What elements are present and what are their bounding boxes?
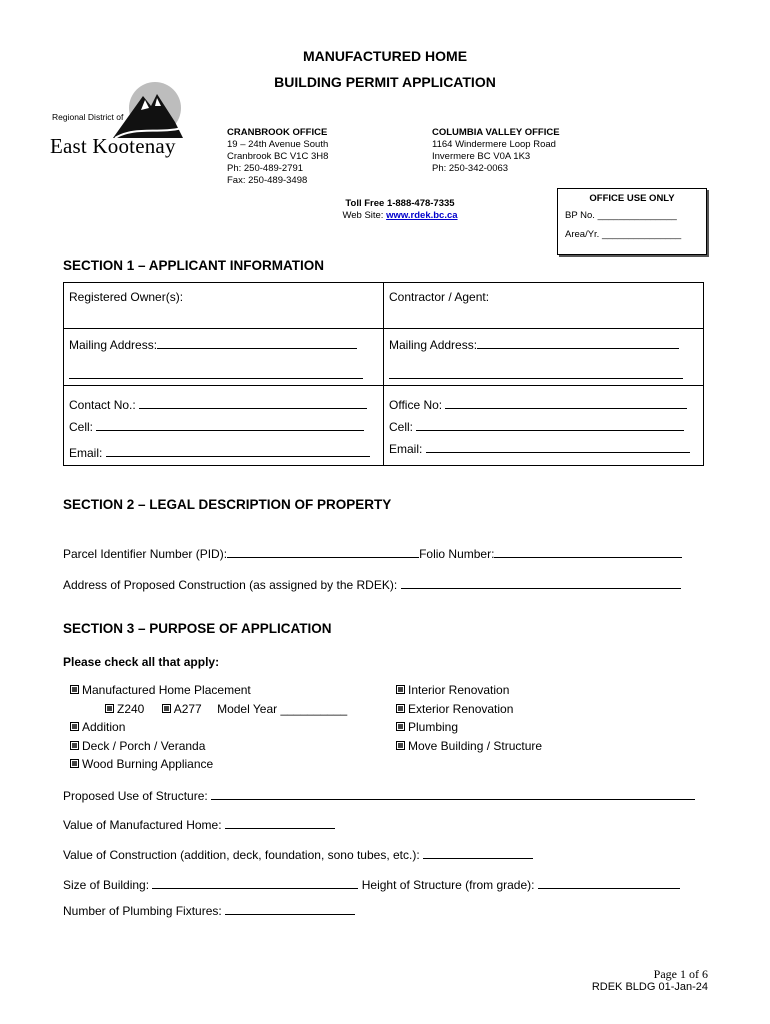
cranbrook-phone: Ph: 250-489-2791 — [227, 163, 304, 174]
folio-label: Folio Number: — [419, 547, 495, 561]
wood-appliance-checkbox[interactable] — [70, 759, 79, 768]
mountain-logo-icon — [105, 82, 185, 140]
section3-title: SECTION 3 – PURPOSE OF APPLICATION — [63, 621, 332, 636]
folio-field[interactable] — [494, 546, 682, 558]
mailing-address-left-line2[interactable] — [69, 367, 363, 379]
size-label: Size of Building: — [63, 878, 150, 892]
cell-right-label: Cell: — [389, 420, 414, 434]
mailing-address-right-line2[interactable] — [389, 367, 683, 379]
form-code: RDEK BLDG 01-Jan-24 — [591, 981, 708, 993]
columbia-office — [432, 127, 560, 175]
form-subtitle: BUILDING PERMIT APPLICATION — [274, 74, 496, 90]
proposed-use-label: Proposed Use of Structure: — [63, 789, 208, 803]
cranbrook-office — [227, 127, 328, 187]
footer — [592, 968, 708, 994]
height-field[interactable] — [538, 877, 680, 889]
rdek-logo — [50, 82, 185, 162]
section1-title: SECTION 1 – APPLICANT INFORMATION — [63, 258, 325, 273]
contact-no-label: Contact No.: — [69, 398, 136, 412]
mailing-address-right-field[interactable] — [477, 337, 679, 349]
pid-label: Parcel Identifier Number (PID): — [63, 547, 228, 561]
move-building-checkbox[interactable] — [396, 741, 405, 750]
website-label: Web Site: — [342, 210, 387, 221]
proposed-use-row — [63, 788, 695, 803]
z240-label: Z240 — [117, 701, 145, 716]
email-right-field[interactable] — [426, 441, 690, 453]
office-no-label: Office No: — [389, 398, 443, 412]
purpose-options-right — [396, 681, 542, 755]
check-instruction: Please check all that apply: — [63, 655, 220, 669]
cranbrook-fax: Fax: 250-489-3498 — [227, 175, 308, 186]
plumbing-checkbox[interactable] — [396, 722, 405, 731]
size-height-row — [63, 877, 680, 892]
purpose-options-left — [70, 681, 347, 774]
office-use-title: OFFICE USE ONLY — [589, 193, 675, 204]
deck-label: Deck / Porch / Veranda — [82, 738, 206, 753]
value-construction-field[interactable] — [423, 847, 533, 859]
fixtures-label: Number of Plumbing Fixtures: — [63, 904, 222, 918]
mailing-address-left-label: Mailing Address: — [69, 338, 158, 352]
z240-checkbox[interactable] — [105, 704, 114, 713]
cranbrook-office-name: CRANBROOK OFFICE — [227, 127, 328, 138]
bp-number-field[interactable]: BP No. _______________ — [565, 210, 677, 221]
page-number: Page 1 of 6 — [653, 967, 708, 981]
form-title: MANUFACTURED HOME — [302, 48, 468, 64]
placement-label: Manufactured Home Placement — [82, 683, 251, 697]
columbia-address1: 1164 Windermere Loop Road — [432, 139, 556, 150]
wood-appliance-label: Wood Burning Appliance — [82, 757, 214, 771]
cranbrook-address1: 19 – 24th Avenue South — [227, 139, 329, 150]
fixtures-row — [63, 903, 355, 918]
interior-checkbox[interactable] — [396, 685, 405, 694]
logo-big-text: East Kootenay — [50, 134, 176, 158]
a277-checkbox[interactable] — [162, 704, 171, 713]
cell-left-label: Cell: — [69, 420, 94, 434]
value-home-row — [63, 817, 335, 832]
office-use-box — [557, 188, 707, 255]
contact-block — [300, 198, 500, 222]
construction-address-row — [63, 577, 681, 592]
size-field[interactable] — [152, 877, 358, 889]
exterior-label: Exterior Renovation — [408, 701, 514, 716]
toll-free: Toll Free 1-888-478-7335 — [345, 198, 455, 209]
columbia-address2: Invermere BC V0A 1K3 — [432, 151, 531, 162]
columbia-phone: Ph: 250-342-0063 — [432, 163, 509, 174]
model-year-field[interactable]: Model Year __________ — [217, 701, 348, 716]
email-left-label: Email: — [69, 446, 103, 460]
registered-owners-label[interactable]: Registered Owner(s): — [69, 290, 184, 304]
mailing-address-right-label: Mailing Address: — [389, 338, 478, 352]
addition-checkbox[interactable] — [70, 722, 79, 731]
pid-row — [63, 546, 682, 561]
website-link[interactable]: www.rdek.bc.ca — [386, 210, 458, 221]
mailing-address-left-field[interactable] — [157, 337, 357, 349]
construction-address-label: Address of Proposed Construction (as assigned by the RDEK): — [63, 578, 398, 592]
interior-label: Interior Renovation — [408, 683, 510, 697]
value-construction-label: Value of Construction (addition, deck, foundation, sono tubes, etc.): — [63, 848, 420, 862]
area-year-field[interactable]: Area/Yr. _______________ — [565, 229, 682, 240]
email-right-label: Email: — [389, 442, 423, 456]
move-building-label: Move Building / Structure — [408, 738, 543, 753]
proposed-use-field[interactable] — [211, 788, 695, 800]
section2-title: SECTION 2 – LEGAL DESCRIPTION OF PROPERTY — [63, 497, 392, 512]
logo-small-text: Regional District of — [52, 112, 124, 122]
addition-label: Addition — [82, 720, 126, 734]
construction-address-field[interactable] — [401, 577, 681, 589]
exterior-checkbox[interactable] — [396, 704, 405, 713]
email-left-field[interactable] — [106, 445, 370, 457]
plumbing-label: Plumbing — [408, 720, 459, 734]
pid-field[interactable] — [227, 546, 419, 558]
deck-checkbox[interactable] — [70, 741, 79, 750]
value-home-field[interactable] — [225, 817, 335, 829]
value-construction-row — [63, 847, 533, 862]
cell-left-field[interactable] — [96, 419, 364, 431]
a277-label: A277 — [173, 701, 202, 716]
cranbrook-address2: Cranbrook BC V1C 3H8 — [227, 151, 329, 162]
office-no-field[interactable] — [445, 397, 687, 409]
fixtures-field[interactable] — [225, 903, 355, 915]
contact-no-field[interactable] — [139, 397, 367, 409]
cell-right-field[interactable] — [416, 419, 684, 431]
contractor-label[interactable]: Contractor / Agent: — [389, 290, 490, 304]
value-home-label: Value of Manufactured Home: — [63, 818, 222, 832]
columbia-office-name: COLUMBIA VALLEY OFFICE — [432, 127, 560, 138]
placement-checkbox[interactable] — [70, 685, 79, 694]
applicant-table — [63, 282, 704, 466]
height-label: Height of Structure (from grade): — [361, 878, 535, 892]
